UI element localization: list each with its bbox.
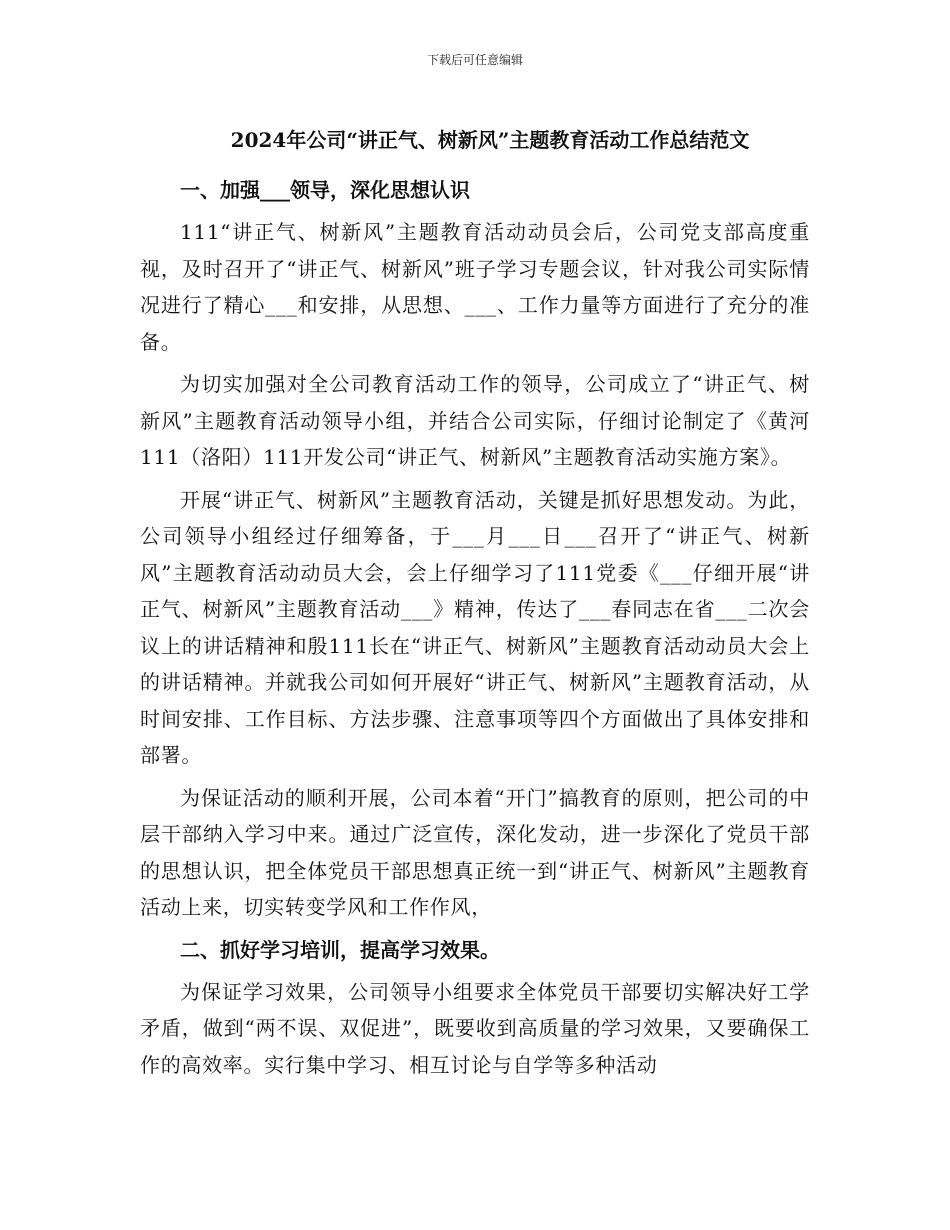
document-title: 2024年公司“讲正气、树新风”主题教育活动工作总结范文 — [230, 128, 750, 152]
document-body — [140, 122, 810, 1089]
paragraph-4: 为保证活动的顺利开展，公司本着“开门”搞教育的原则，把公司的中层干部纳入学习中来。通过广泛宣传，深化发动，进一步深化了党员干部的思想认识，把全体党员干部思想真正统一到“讲正气、树新风”主题教育活动上来，切实转变学风和工作作风， — [140, 785, 810, 919]
section-heading-1: 一、加强___领导，深化思想认识 — [180, 178, 470, 202]
section-heading-2: 二、抓好学习培训，提高学习效果。 — [180, 937, 500, 962]
paragraph-2: 为切实加强对全公司教育活动工作的领导，公司成立了“讲正气、树新风”主题教育活动领导小组，并结合公司实际，仔细讨论制定了《黄河111（洛阳）111开发公司“讲正气、树新风”主题教育活动实施方案》。 — [140, 372, 810, 469]
paragraph-1: 111“讲正气、树新风”主题教育活动动员会后，公司党支部高度重视，及时召开了“讲正气、树新风”班子学习专题会议，针对我公司实际情况进行了精心___和安排，从思想、___、工作力量等方面进行了充分的准备。 — [140, 220, 810, 354]
page-header-note: 下载后可任意编辑 — [426, 53, 523, 67]
paragraph-3: 开展“讲正气、树新风”主题教育活动，关键是抓好思想发动。为此，公司领导小组经过仔细筹备，于___月___日___召开了“讲正气、树新风”主题教育活动动员大会，会上仔细学习了111党委《___仔细开展“讲正气、树新风”主题教育活动___》精神，传达了___春同志在省___二次会议上的讲话精神和殷111长在“讲正气、树新风”主题教育活动动员大会上的讲话精神。并就我公司如何开展好“讲正气、树新风”主题教育活动，从时间安排、工作目标、方法步骤、注意事项等四个方面做出了具体安排和部署。 — [140, 487, 810, 767]
paragraph-5: 为保证学习效果，公司领导小组要求全体党员干部要切实解决好工学矛盾，做到“两不误、双促进”，既要收到高质量的学习效果，又要确保工作的高效率。实行集中学习、相互讨论与自学等多种活动 — [140, 979, 810, 1077]
